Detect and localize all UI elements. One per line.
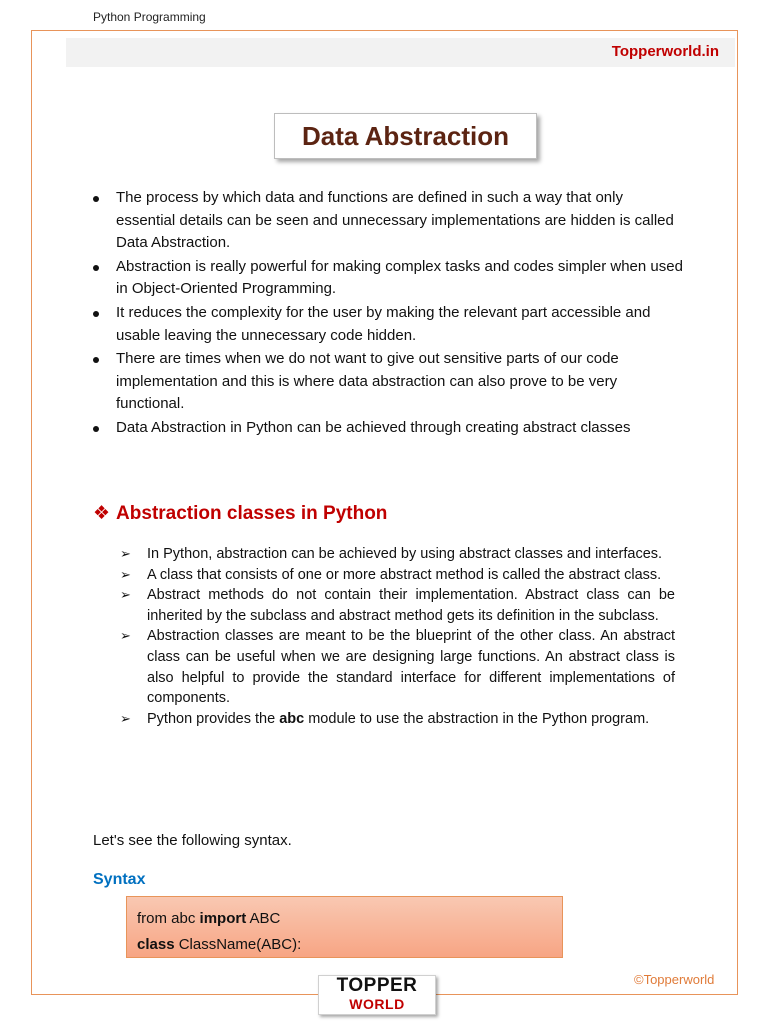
arrow-bullet-icon: ➢ (120, 587, 131, 603)
abc-module-name: abc (279, 710, 305, 727)
arrow-list-item (120, 626, 675, 708)
copyright-text: ©Topperworld (634, 972, 715, 987)
bullet-dot-icon (93, 426, 99, 432)
abstraction-points-list (120, 544, 675, 729)
code-block (126, 896, 563, 958)
bullet-item (93, 187, 683, 255)
arrow-list-item (120, 565, 675, 586)
arrow-item-text: A class that consists of one or more abstract method is called the abstract class. (147, 566, 662, 583)
bullet-item (93, 256, 683, 301)
page-title-box (274, 113, 537, 159)
definition-bullet-list (93, 187, 683, 441)
brand-bar (66, 38, 735, 67)
code-line-import: from abc import ABC (137, 910, 281, 927)
page-title: Data Abstraction (301, 120, 510, 151)
arrow-list-item (120, 709, 675, 730)
arrow-list-item (120, 585, 675, 626)
bullet-dot-icon (93, 311, 99, 317)
syntax-heading: Syntax (93, 871, 146, 888)
bullet-item (93, 417, 683, 440)
bullet-text: Abstraction is really powerful for making complex tasks and codes simpler when used in Object-Oriented Programming. (116, 257, 683, 298)
arrow-bullet-icon: ➢ (120, 566, 131, 582)
arrow-item-text: Abstract methods do not contain their implementation. Abstract class can be inherited by the subclass and abstract method gets its definition in the subclass. (147, 587, 675, 624)
bullet-text: Data Abstraction in Python can be achieved through creating abstract classes (116, 418, 631, 436)
arrow-bullet-icon: ➢ (120, 546, 131, 561)
logo-bottom-text: WORLD (349, 996, 405, 1012)
topperworld-logo (318, 975, 436, 1015)
arrow-item-text: Python provides the abc module to use the abstraction in the Python program. (147, 710, 650, 727)
brand-name: Topperworld.in (611, 43, 719, 60)
arrow-bullet-icon: ➢ (120, 628, 131, 644)
code-line-class: class ClassName(ABC): (137, 936, 302, 953)
bullet-text: It reduces the complexity for the user by making the relevant part accessible and usable leaving the unnecessary code hidden. (116, 303, 651, 344)
bullet-item (93, 348, 683, 416)
section-heading (93, 502, 387, 525)
bullet-text: There are times when we do not want to give out sensitive parts of our code implementation and this is where data abstraction can also prove to be very functional. (116, 350, 619, 413)
logo-top-text: TOPPER (336, 975, 418, 996)
bullet-item (93, 302, 683, 347)
bullet-dot-icon (93, 357, 99, 363)
section-heading-text: Abstraction classes in Python (116, 503, 388, 524)
running-header: Python Programming (93, 10, 206, 24)
bullet-text: The process by which data and functions are defined in such a way that only essential details can be seen and unnecessary implementations are hidden is called Data Abstraction. (116, 189, 674, 252)
arrow-bullet-icon: ➢ (120, 710, 131, 726)
bullet-dot-icon (93, 196, 99, 202)
arrow-list-item (120, 544, 675, 565)
syntax-intro-text: Let's see the following syntax. (93, 832, 292, 849)
arrow-item-text: In Python, abstraction can be achieved by using abstract classes and interfaces. (147, 546, 663, 562)
diamond-bullet-icon: ❖ (93, 503, 111, 524)
arrow-item-text: Abstraction classes are meant to be the blueprint of the other class. An abstract class can be useful when we are designing large functions. An abstract class is also helpful to provide the standard interface for different implementations of components. (147, 628, 675, 707)
bullet-dot-icon (93, 265, 99, 271)
